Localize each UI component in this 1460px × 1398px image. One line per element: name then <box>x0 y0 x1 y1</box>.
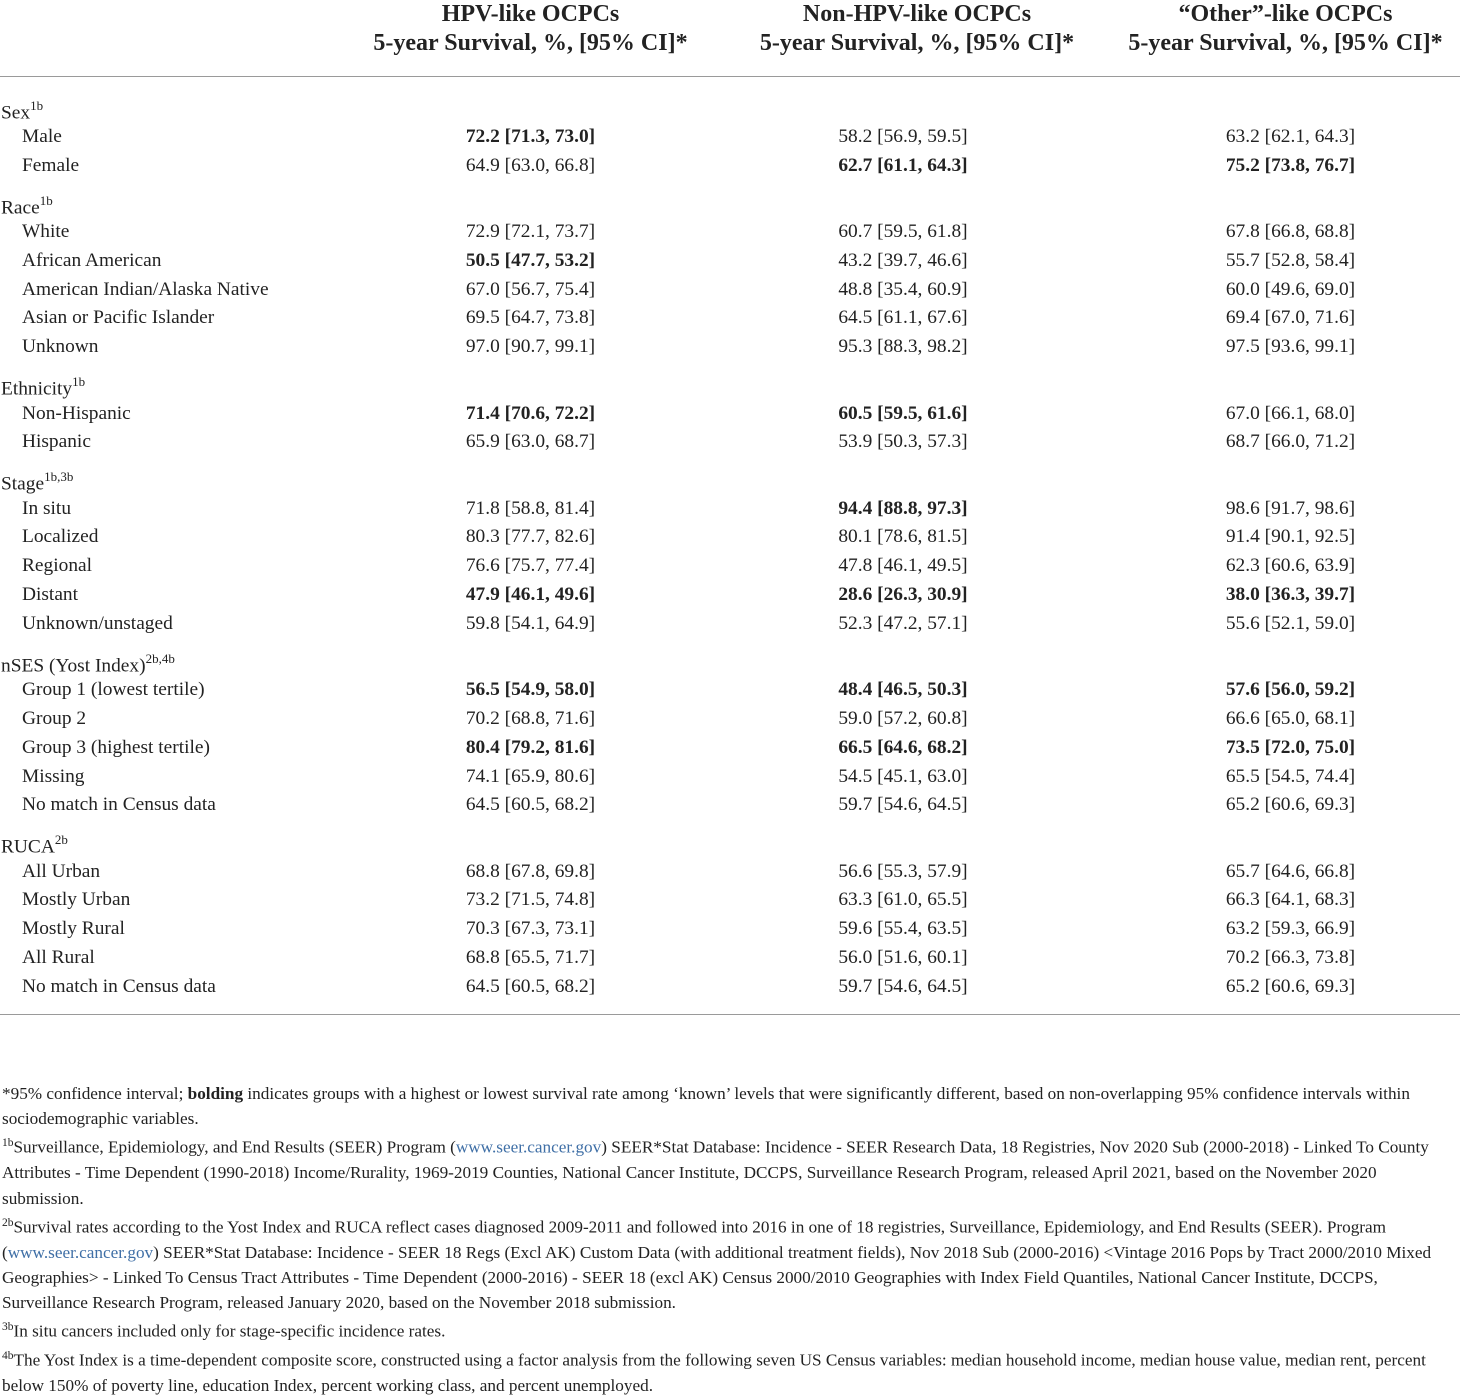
category-row <box>0 362 1460 400</box>
footnote-text: *95% confidence interval; <box>2 1084 188 1103</box>
survival-value: 66.6 [65.0, 68.1] <box>1225 707 1356 729</box>
row-label: No match in Census data <box>22 794 216 816</box>
survival-value: 67.0 [56.7, 75.4] <box>465 278 596 300</box>
header-title: HPV-like OCPCs <box>441 1 620 27</box>
table-row <box>0 944 1460 973</box>
footnote-ci <box>2 1081 1460 1131</box>
footnote-text: ) SEER*Stat Database: Incidence - SEER Research Data, 18 Registries, Nov 2020 Sub (2000-2018) - Linked To County Attributes - Time Dependent (1990-2018) Income/Rurality, 1969-2019 Counties, National Cancer Institute, DCCPS, Surveillance Research Program, released April 2021, based on the November 2020 submission. <box>2 1138 1429 1208</box>
seer-link[interactable]: www.seer.cancer.gov <box>7 1242 154 1262</box>
category-row <box>0 820 1460 858</box>
footnote-marker: 1b,3b <box>44 469 74 485</box>
survival-value: 60.0 [49.6, 69.0] <box>1225 278 1356 300</box>
table-row <box>0 886 1460 915</box>
header-hpv <box>338 0 723 77</box>
survival-value: 65.5 [54.5, 74.4] <box>1225 765 1356 787</box>
category-row <box>0 77 1460 124</box>
survival-value: 64.5 [61.1, 67.6] <box>838 307 968 329</box>
row-label: Regional <box>22 555 93 577</box>
survival-value: 57.6 [56.0, 59.2] <box>1225 679 1356 701</box>
row-label: Hispanic <box>22 431 91 453</box>
table-row <box>0 705 1460 734</box>
footnote-3b <box>2 1315 1460 1344</box>
survival-value: 67.8 [66.8, 68.8] <box>1225 221 1356 243</box>
row-label: All Urban <box>22 860 101 882</box>
header-other <box>1111 0 1460 77</box>
survival-value: 64.5 [60.5, 68.2] <box>465 975 596 997</box>
category-name: Ethnicity <box>1 378 73 400</box>
survival-value: 60.7 [59.5, 61.8] <box>838 221 968 243</box>
header-subtitle: 5-year Survival, %, [95% CI]* <box>1128 29 1443 56</box>
survival-value: 67.0 [66.1, 68.0] <box>1225 402 1356 424</box>
row-label: Mostly Urban <box>22 889 131 911</box>
survival-value: 55.7 [52.8, 58.4] <box>1225 249 1356 271</box>
survival-value: 28.6 [26.3, 30.9] <box>838 584 968 606</box>
survival-value: 56.0 [51.6, 60.1] <box>838 947 968 969</box>
row-label: Mostly Rural <box>22 918 125 940</box>
category-row <box>0 457 1460 495</box>
survival-value: 65.7 [64.6, 66.8] <box>1225 860 1356 882</box>
survival-value: 70.2 [68.8, 71.6] <box>465 707 596 729</box>
footnote-marker: 4b <box>2 1350 14 1363</box>
category-label <box>0 362 1460 400</box>
table-row <box>0 915 1460 944</box>
survival-value: 80.1 [78.6, 81.5] <box>838 526 968 548</box>
survival-value: 97.0 [90.7, 99.1] <box>465 336 596 358</box>
row-label: Missing <box>22 765 85 787</box>
footnote-text: indicates groups with a highest or lowest survival rate among ‘known’ levels that were significantly different, based on non-overlapping 95% confidence intervals within sociodemographic variables. <box>2 1084 1410 1129</box>
footnotes <box>0 1081 1460 1398</box>
survival-value: 72.9 [72.1, 73.7] <box>465 221 596 243</box>
table-row <box>0 304 1460 333</box>
survival-value: 43.2 [39.7, 46.6] <box>838 249 968 271</box>
survival-value: 60.5 [59.5, 61.6] <box>838 402 968 424</box>
survival-value: 97.5 [93.6, 99.1] <box>1225 336 1356 358</box>
row-label: Distant <box>22 584 79 606</box>
survival-value: 64.9 [63.0, 66.8] <box>465 154 596 176</box>
survival-value: 80.4 [79.2, 81.6] <box>465 736 596 758</box>
row-label: Group 3 (highest tertile) <box>22 736 210 758</box>
footnote-text: ) SEER*Stat Database: Incidence - SEER 18 Regs (Excl AK) Custom Data (with additional treatment fields), Nov 2018 Sub (2000-2016) <Vintage 2016 Pops by Tract 2000/2010 Mixed Geographies> - Linked To Census Tract Attributes - Time Dependent (2000-2016) - SEER 18 (excl AK) Census 2000/2010 Geographies with Index Field Quantiles, National Cancer Institute, DCCPS, Surveillance Research Program, released January 2020, based on the November 2018 submission. <box>2 1242 1432 1313</box>
category-name: Race <box>1 197 40 219</box>
survival-value: 59.8 [54.1, 64.9] <box>465 612 596 634</box>
survival-value: 69.5 [64.7, 73.8] <box>465 307 596 329</box>
table-row <box>0 495 1460 524</box>
table-row <box>0 791 1460 820</box>
survival-value: 76.6 [75.7, 77.4] <box>465 555 596 577</box>
footnote-marker: 2b <box>54 832 68 848</box>
category-label <box>0 181 1460 219</box>
survival-value: 47.9 [46.1, 49.6] <box>465 584 596 606</box>
survival-value: 66.3 [64.1, 68.3] <box>1225 889 1356 911</box>
footnote-4b <box>2 1344 1460 1398</box>
category-label <box>0 820 1460 858</box>
header-subtitle: 5-year Survival, %, [95% CI]* <box>373 29 688 56</box>
row-label: All Rural <box>22 947 95 969</box>
survival-value: 59.7 [54.6, 64.5] <box>838 975 968 997</box>
survival-value: 68.7 [66.0, 71.2] <box>1225 431 1356 453</box>
category-row <box>0 181 1460 219</box>
survival-value: 62.7 [61.1, 64.3] <box>838 154 968 176</box>
row-label: American Indian/Alaska Native <box>22 278 269 300</box>
table-row <box>0 247 1460 276</box>
table-row <box>0 610 1460 639</box>
footnote-text: Surveillance, Epidemiology, and End Results (SEER) Program ( <box>13 1138 456 1158</box>
table-row <box>0 123 1460 152</box>
table-row <box>0 400 1460 429</box>
category-name: Stage <box>1 473 45 495</box>
table-row <box>0 973 1460 1014</box>
table-row <box>0 428 1460 457</box>
header-non-hpv <box>723 0 1111 77</box>
survival-value: 58.2 [56.9, 59.5] <box>838 126 968 147</box>
survival-value: 59.0 [57.2, 60.8] <box>838 707 968 729</box>
table-row <box>0 218 1460 247</box>
survival-value: 98.6 [91.7, 98.6] <box>1225 497 1356 519</box>
survival-value: 63.2 [59.3, 66.9] <box>1225 918 1356 940</box>
survival-value: 50.5 [47.7, 53.2] <box>465 249 596 271</box>
header-title: “Other”-like OCPCs <box>1178 1 1393 27</box>
survival-value: 63.2 [62.1, 64.3] <box>1225 126 1356 147</box>
survival-value: 48.8 [35.4, 60.9] <box>838 278 968 300</box>
survival-value: 68.8 [67.8, 69.8] <box>465 860 596 882</box>
category-label <box>0 77 1460 124</box>
table-row <box>0 763 1460 792</box>
survival-value: 65.2 [60.6, 69.3] <box>1225 975 1356 997</box>
survival-value: 62.3 [60.6, 63.9] <box>1225 555 1356 577</box>
row-label: Unknown <box>22 336 99 358</box>
survival-value: 56.5 [54.9, 58.0] <box>465 679 596 701</box>
table-row <box>0 276 1460 305</box>
survival-value: 64.5 [60.5, 68.2] <box>465 794 596 816</box>
survival-value: 65.2 [60.6, 69.3] <box>1225 794 1356 816</box>
survival-value: 59.6 [55.4, 63.5] <box>838 918 968 940</box>
category-name: Sex <box>1 102 31 123</box>
footnote-text: Survival rates according to the Yost Index and RUCA reflect cases diagnosed 2009-2011 and followed into 2016 in one of 18 registries, Surveillance, Epidemiology, and End Results (SEER). Program ( <box>2 1217 1387 1262</box>
row-label: Non-Hispanic <box>22 402 131 424</box>
category-label <box>0 639 1460 677</box>
table-row <box>0 676 1460 705</box>
survival-value: 52.3 [47.2, 57.1] <box>838 612 968 634</box>
survival-value: 53.9 [50.3, 57.3] <box>838 431 968 453</box>
survival-value: 73.5 [72.0, 75.0] <box>1225 736 1356 758</box>
row-label: Group 2 <box>22 707 87 729</box>
header-blank <box>0 0 338 77</box>
row-label: In situ <box>22 497 72 519</box>
survival-value: 66.5 [64.6, 68.2] <box>838 736 968 758</box>
footnote-bold-word: bolding <box>187 1084 244 1103</box>
footnote-marker: 2b <box>2 1216 14 1229</box>
table-row <box>0 552 1460 581</box>
row-label: Localized <box>22 526 99 548</box>
survival-value: 95.3 [88.3, 98.2] <box>838 336 968 358</box>
category-name: nSES (Yost Index) <box>1 655 146 677</box>
footnote-marker: 2b,4b <box>145 650 175 666</box>
row-label: Male <box>22 126 62 147</box>
header-row <box>0 0 1460 77</box>
header-subtitle: 5-year Survival, %, [95% CI]* <box>759 29 1075 56</box>
survival-value: 48.4 [46.5, 50.3] <box>838 679 968 701</box>
table-row <box>0 333 1460 362</box>
survival-value: 74.1 [65.9, 80.6] <box>465 765 596 787</box>
survival-value: 73.2 [71.5, 74.8] <box>465 889 596 911</box>
survival-value: 56.6 [55.3, 57.9] <box>838 860 968 882</box>
footnote-marker: 1b <box>72 374 86 390</box>
category-name: RUCA <box>1 836 55 858</box>
row-label: African American <box>22 249 162 271</box>
survival-value: 38.0 [36.3, 39.7] <box>1225 584 1356 606</box>
table-row <box>0 581 1460 610</box>
table-row <box>0 523 1460 552</box>
category-label <box>0 457 1460 495</box>
survival-value: 71.8 [58.8, 81.4] <box>465 497 596 519</box>
survival-value: 68.8 [65.5, 71.7] <box>465 947 596 969</box>
footnote-2b <box>2 1211 1460 1316</box>
footnote-text: The Yost Index is a time-dependent composite score, constructed using a factor analysis from the following seven US Census variables: median household income, median house value, median rent, percent below 150% of poverty line, education Index, percent working class, and percent unemployed. <box>2 1350 1426 1396</box>
row-label: Female <box>22 154 80 176</box>
survival-value: 94.4 [88.8, 97.3] <box>838 497 968 519</box>
survival-value: 75.2 [73.8, 76.7] <box>1225 154 1356 176</box>
survival-value: 70.3 [67.3, 73.1] <box>465 918 596 940</box>
footnote-text: In situ cancers included only for stage-specific incidence rates. <box>13 1322 446 1342</box>
table-row <box>0 152 1460 181</box>
survival-value: 72.2 [71.3, 73.0] <box>465 126 596 147</box>
footnote-marker: 3b <box>2 1321 14 1334</box>
survival-value: 59.7 [54.6, 64.5] <box>838 794 968 816</box>
survival-value: 63.3 [61.0, 65.5] <box>838 889 968 911</box>
category-row <box>0 639 1460 677</box>
footnote-1b <box>2 1131 1460 1210</box>
table-row <box>0 734 1460 763</box>
table-body <box>0 77 1460 1015</box>
footnote-marker: 1b <box>30 97 44 113</box>
survival-value: 71.4 [70.6, 72.2] <box>465 402 596 424</box>
survival-value: 91.4 [90.1, 92.5] <box>1225 526 1356 548</box>
survival-value: 55.6 [52.1, 59.0] <box>1225 612 1356 634</box>
row-label: Asian or Pacific Islander <box>22 307 215 329</box>
survival-value: 80.3 [77.7, 82.6] <box>465 526 596 548</box>
row-label: White <box>22 221 70 243</box>
survival-value: 70.2 [66.3, 73.8] <box>1225 947 1356 969</box>
row-label: No match in Census data <box>22 975 216 997</box>
seer-link[interactable]: www.seer.cancer.gov <box>455 1138 602 1158</box>
table-row <box>0 858 1460 887</box>
footnote-marker: 1b <box>2 1137 14 1150</box>
row-label: Group 1 (lowest tertile) <box>22 679 205 701</box>
survival-value: 54.5 [45.1, 63.0] <box>838 765 968 787</box>
survival-value: 65.9 [63.0, 68.7] <box>465 431 596 453</box>
survival-value: 47.8 [46.1, 49.5] <box>838 555 968 577</box>
survival-value: 69.4 [67.0, 71.6] <box>1225 307 1356 329</box>
header-title: Non-HPV-like OCPCs <box>802 1 1032 27</box>
footnote-marker: 1b <box>39 192 53 208</box>
row-label: Unknown/unstaged <box>22 612 173 634</box>
